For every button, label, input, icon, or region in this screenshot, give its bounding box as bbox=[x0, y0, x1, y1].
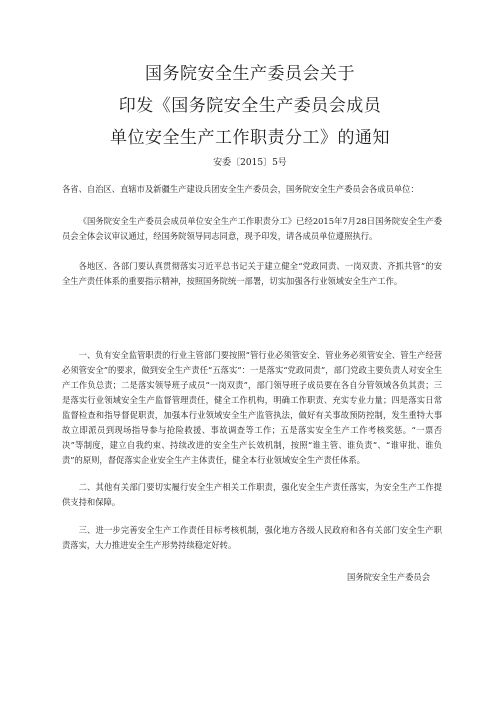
signature: 国务院安全生产委员会 bbox=[347, 572, 430, 582]
paragraph-2: 各地区、各部门要认真贯彻落实习近平总书记关于建立健全“党政同责、一岗双责、齐抓共管”的安全生产责任体系的重要指示精神，按照国务院统一部署，切实加强各行业领域安全生产工作。 bbox=[62, 261, 442, 286]
paragraph-4: 二、其他有关部门要切实履行安全生产相关工作职责，强化安全生产责任落实，为安全生产工作提供支持和保障。 bbox=[62, 482, 442, 507]
title-line-2: 印发《国务院安全生产委员会成员 bbox=[118, 96, 382, 116]
paragraph-1: 《国务院安全生产委员会成员单位安全生产工作职责分工》已经2015年7月28日国务院安全生产委员会全体会议审议通过，经国务院领导同志同意，现予印发，请各成员单位遵照执行。 bbox=[62, 216, 442, 241]
paragraph-5: 三、进一步完善安全生产工作责任目标考核机制，强化地方各级人民政府和各有关部门安全生产职责落实，大力推进安全生产形势持续稳定好转。 bbox=[62, 525, 442, 550]
addressee: 各省、自治区、直辖市及新疆生产建设兵团安全生产委员会，国务院安全生产委员会各成员单位： bbox=[62, 184, 419, 194]
document-number: 安委〔2015〕5号 bbox=[213, 158, 287, 168]
title-line-3: 单位安全生产工作职责分工》的通知 bbox=[110, 128, 390, 148]
paragraph-3: 一、负有安全监管职责的行业主管部门要按照“管行业必须管安全、管业务必须管安全、管生产经营必须管安全”的要求，做到安全生产责任“五落实”：一是落实“党政同责”，部门党政主要负责人对安全生产工作负总责；二是落实领导班子成员“一岗双责”，部门领导班子成员要在各自分管领域各负其责；三是落实行业领域安全生产监督管理责任，健全工作机构，明确工作职责、充实专业力量；四是落实日常监督检查和指导督促职责，加强本行业领域安全生产监管执法，做好有关事故预防控制，发生重特大事故立即派员到现场指导参与抢险救援、事故调查等工作；五是落实安全生产工作考核奖惩。“一票否决”等制度，建立自我约束、持续改进的安全生产长效机制，按照“谁主管、谁负责”、“谁审批、谁负责”的原则，督促落实企业安全生产主体责任，健全本行业领域安全生产责任体系。 bbox=[62, 350, 442, 465]
title-line-1: 国务院安全生产委员会关于 bbox=[145, 64, 355, 84]
